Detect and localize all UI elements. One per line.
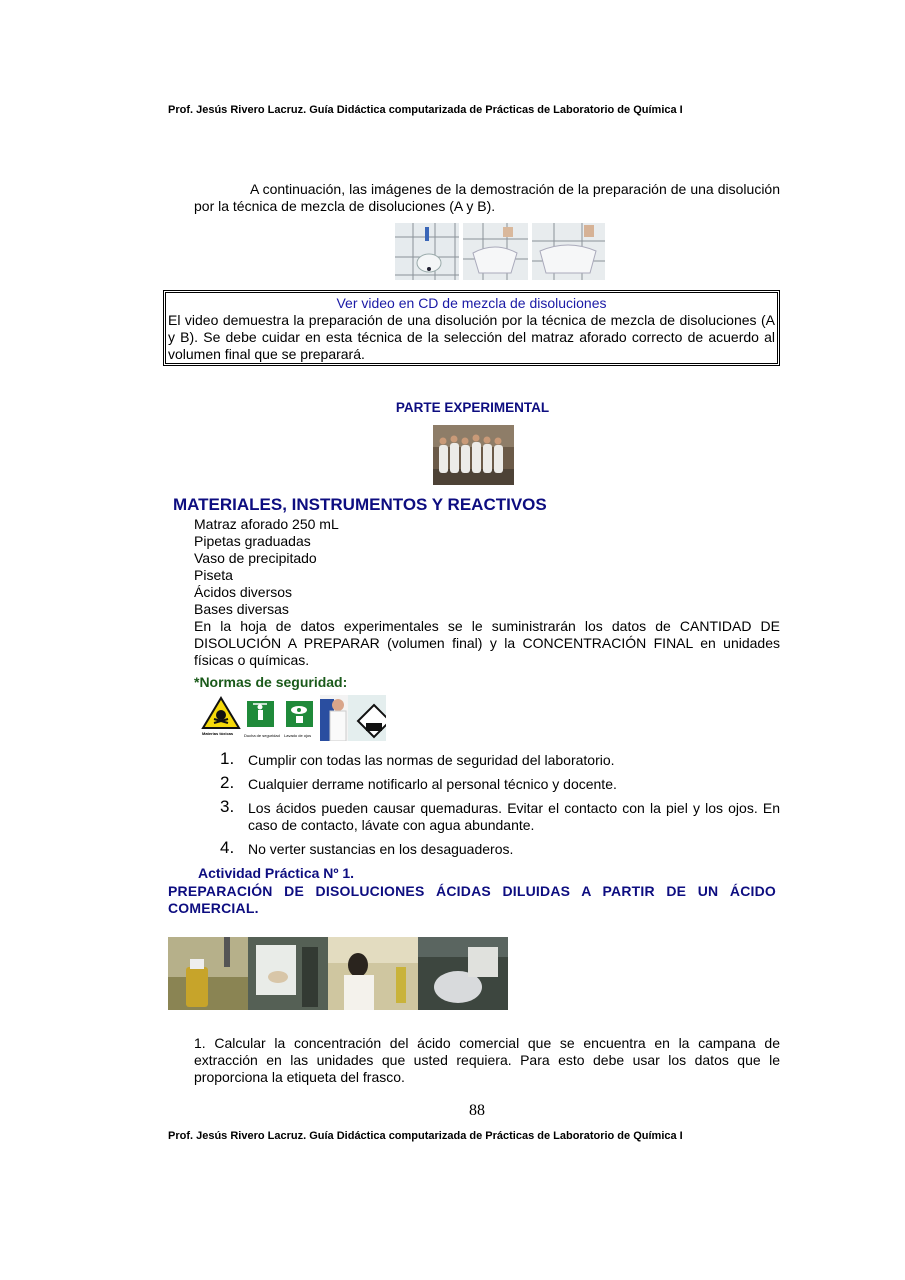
list-item: 1. Cumplir con todas las normas de seguridad del laboratorio. bbox=[220, 749, 615, 768]
video-info-box bbox=[163, 290, 780, 366]
video-link[interactable]: Ver video en CD de mezcla de disoluciones bbox=[336, 295, 607, 311]
eye-wash-icon bbox=[286, 701, 313, 727]
list-item: Bases diversas bbox=[194, 601, 289, 617]
intro-paragraph: A continuación, las imágenes de la demostración de la preparación de una disolución por la técnica de mezcla de disoluciones (A y B). bbox=[194, 181, 780, 214]
list-item: Matraz aforado 250 mL bbox=[194, 516, 339, 532]
list-item: Ácidos diversos bbox=[194, 584, 293, 600]
sign-label: Ducha de seguridad bbox=[244, 733, 280, 738]
list-item: Pipetas graduadas bbox=[194, 533, 311, 549]
sign-label: Materias tóxicas bbox=[202, 731, 234, 736]
materials-list bbox=[194, 516, 339, 618]
activity-label: Actividad Práctica Nº 1. bbox=[198, 865, 355, 881]
list-item: Vaso de precipitado bbox=[194, 550, 317, 566]
page-number: 88 bbox=[469, 1102, 485, 1119]
demo-photo-1 bbox=[395, 223, 459, 280]
group-photo bbox=[433, 425, 514, 485]
safety-signs bbox=[200, 695, 390, 741]
materials-note: En la hoja de datos experimentales se le suministrarán los datos de CANTIDAD DE DISOLUCIÓN A PREPARAR (volumen final) y la CONCENTRACIÓN FINAL en unidades físicas o químicas. bbox=[194, 618, 780, 668]
list-item: 4. No verter sustancias en los desaguaderos. bbox=[220, 838, 514, 857]
list-item: Piseta bbox=[194, 567, 233, 583]
list-item: 2. Cualquier derrame notificarlo al personal técnico y docente. bbox=[220, 773, 617, 792]
materials-heading: MATERIALES, INSTRUMENTOS Y REACTIVOS bbox=[173, 495, 547, 514]
page-header: Prof. Jesús Rivero Lacruz. Guía Didáctica computarizada de Prácticas de Laboratorio de Química I bbox=[168, 104, 683, 116]
section-title: PARTE EXPERIMENTAL bbox=[395, 400, 550, 415]
sign-label: Lavado de ojos bbox=[284, 733, 312, 738]
safety-heading: *Normas de seguridad: bbox=[194, 674, 348, 690]
demo-photo-2 bbox=[463, 223, 528, 280]
safety-shower-icon bbox=[247, 701, 274, 727]
step-1-paragraph: 1. Calcular la concentración del ácido comercial que se encuentra en la campana de extracción en las unidades que usted requiera. Para esto debe usar los datos que le proporciona la etiqueta del frasco. bbox=[194, 1035, 780, 1085]
activity-title: PREPARACIÓN DE DISOLUCIONES ÁCIDAS DILUIDAS A PARTIR DE UN ÁCIDO COMERCIAL. bbox=[168, 883, 776, 916]
protective-gear-icon bbox=[320, 695, 386, 741]
list-item: 3. Los ácidos pueden causar quemaduras. Evitar el contacto con la piel y los ojos. En caso de contacto, lávate con agua abundante. bbox=[220, 797, 780, 833]
page-footer: Prof. Jesús Rivero Lacruz. Guía Didáctica computarizada de Prácticas de Laboratorio de Química I bbox=[168, 1130, 683, 1142]
video-description: El video demuestra la preparación de una disolución por la técnica de mezcla de disoluciones (A y B). Se debe cuidar en esta técnica de la selección del matraz aforado correcto de acuerdo al volumen final que se preparará. bbox=[168, 312, 775, 362]
demo-photo-3 bbox=[532, 223, 605, 280]
activity-photo-strip bbox=[168, 937, 508, 1010]
